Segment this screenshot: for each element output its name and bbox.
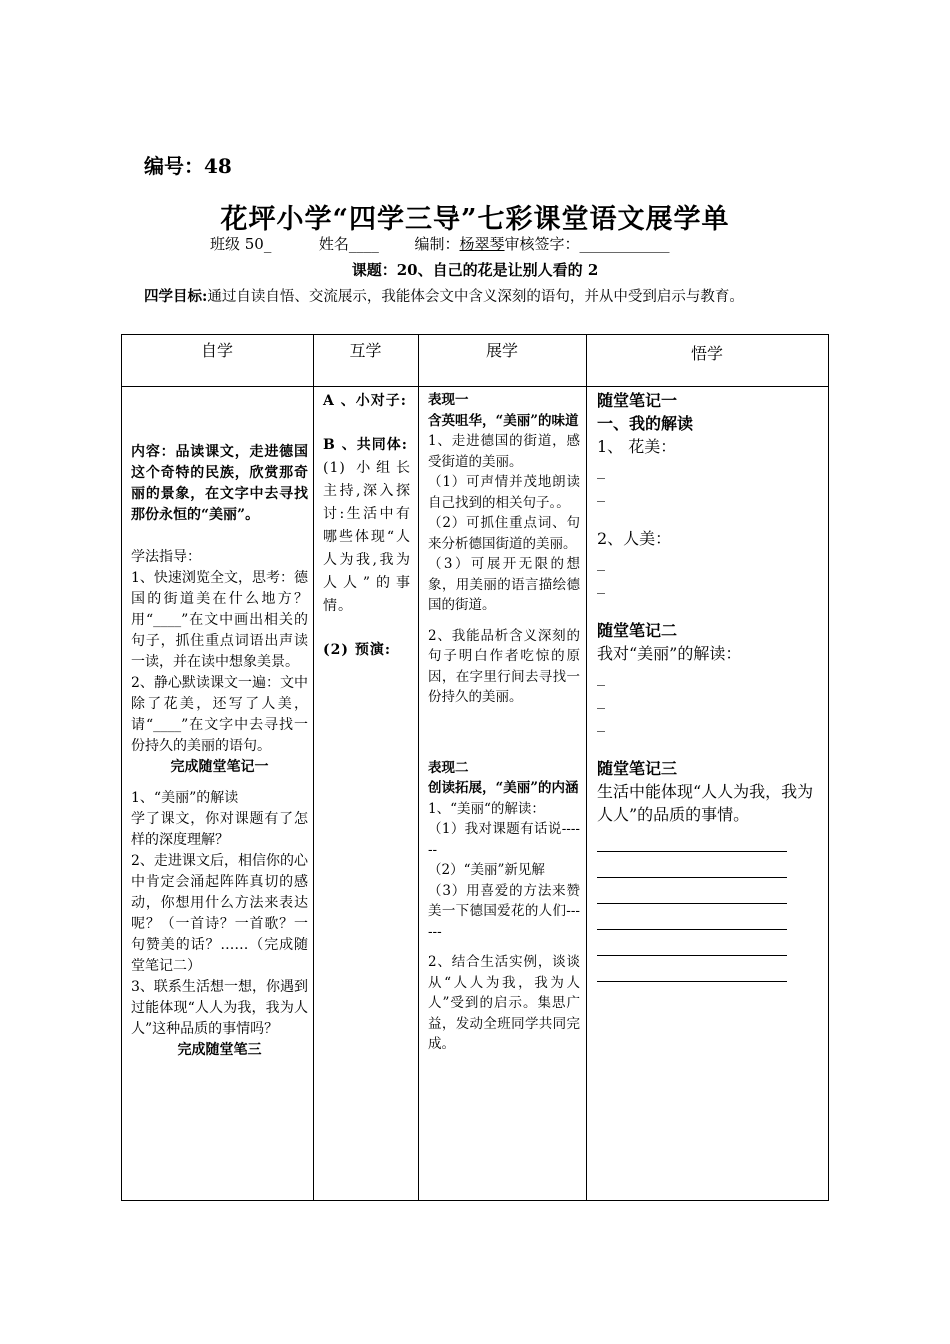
part-1-subtitle: 含英咀华，“美丽”的味道	[428, 412, 579, 429]
review-field: 审核签字：____________	[504, 235, 670, 253]
info-line	[210, 233, 670, 254]
class-field: 班级 50_	[210, 235, 272, 253]
mutual-study-column	[323, 390, 411, 662]
part-1-item-1c: （3）可展开无限的想象，用美丽的语言描绘德国的街道。	[428, 556, 580, 613]
page-title: 花坪小学“四学三导”七彩课堂语文展学单	[220, 204, 730, 235]
show-study-column	[428, 390, 580, 1055]
note-1-title: 随堂笔记一	[597, 391, 678, 410]
name-field: 姓名____	[318, 235, 379, 253]
reflect-study-column	[597, 389, 822, 982]
document-number: 编号：48	[144, 154, 232, 178]
group-discussion: (1) 小组长主持,深入探讨:生活中有哪些体现“人人为我,我为人人”的事情。	[323, 460, 411, 614]
rehearsal-label: (2) 预演:	[323, 642, 392, 658]
header-reflect-study: 悟学	[690, 344, 723, 363]
question-2: 2、走进课文后，相信你的心中肯定会涌起阵阵真切的感动，你想用什么方法来表达呢？（一首诗？一首歌？一句赞美的话？……（完成随堂笔记二）	[131, 853, 308, 974]
part-1-item-1b: （2）可抓住重点词、句来分析德国街道的美丽。	[428, 515, 580, 552]
note-3-title: 随堂笔记三	[597, 759, 678, 778]
part-2-item-1a: （1）我对课题有话说------	[428, 821, 580, 858]
header-mutual-study: 互学	[349, 341, 382, 360]
method-title: 学法指导：	[131, 549, 201, 565]
step-1: 1、快速浏览全文，思考：德国的街道美在什么地方？用“____”在文中画出相关的句子，抓住重点词语出声读一读，并在读中想象美景。	[131, 570, 308, 670]
answer-line[interactable]	[597, 930, 787, 956]
answer-blank[interactable]: _	[597, 460, 605, 479]
lesson-title: 课题：20、自己的花是让别人看的 2	[351, 261, 599, 279]
note-1-people: 2、人美：	[597, 529, 672, 548]
question-1-text: 学了课文，你对课题有了怎样的深度理解？	[131, 811, 308, 848]
complete-note-1: 完成随堂笔记一	[170, 759, 269, 775]
answer-blank[interactable]: _	[597, 552, 605, 571]
answer-blank[interactable]: _	[597, 575, 605, 594]
self-study-column	[131, 442, 308, 1061]
part-1-item-1a: （1）可声情并茂地朗读自己找到的相关句子。。	[428, 474, 580, 511]
part-2-item-1c: （3）用喜爱的方法来赞美一下德国爱花的人们------	[428, 882, 580, 940]
part-2-item-1b: （2）“美丽”新见解	[428, 862, 545, 878]
part-1-item-2: 2、我能品析含义深刻的句子明白作者吃惊的原因，在字里行间去寻找一份持久的美丽。	[428, 627, 580, 705]
note-2-title: 随堂笔记二	[597, 621, 678, 640]
answer-blank[interactable]: _	[597, 483, 605, 502]
note-3-text: 生活中能体现“人人为我，我为人人”的品质的事情。	[597, 782, 814, 824]
answer-blank[interactable]: _	[597, 667, 605, 686]
note-1-flower: 1、 花美：	[597, 437, 677, 456]
complete-note-3: 完成随堂笔三	[177, 1042, 262, 1058]
answer-line[interactable]	[597, 878, 787, 904]
note-2-text: 我对“美丽”的解读：	[597, 644, 742, 663]
pair-label: A 、小对子:	[323, 393, 407, 409]
learning-goals	[144, 285, 824, 309]
answer-line[interactable]	[597, 826, 787, 852]
goals-text: 通过自读自悟、交流展示，我能体会文中含义深刻的语句，并从中受到启示与教育。	[207, 289, 744, 305]
question-3: 3、联系生活想一想，你遇到过能体现“人人为我，我为人人”这种品质的事情吗？	[131, 979, 308, 1037]
answer-line[interactable]	[597, 956, 787, 982]
part-2-subtitle: 创读拓展，“美丽”的内涵	[428, 780, 579, 796]
step-2: 2、静心默读课文一遍：文中除了花美，还写了人美，请“____”在文字中去寻找一份持久的美丽的语句。	[131, 675, 308, 754]
content-text: 内容：品读课文，走进德国这个奇特的民族，欣赏那奇丽的景象，在文字中去寻找那份永恒的“美丽”。	[131, 444, 308, 523]
header-show-study: 展学	[485, 341, 518, 360]
question-1: 1、“美丽”的解读	[131, 790, 239, 806]
goals-label: 四学目标:	[144, 288, 208, 305]
group-label: B 、共同体:	[323, 437, 408, 453]
part-1-item-1: 1、走进德国的街道，感受街道的美丽。	[428, 433, 580, 470]
header-self-study: 自学	[200, 341, 233, 360]
answer-line[interactable]	[597, 852, 787, 878]
note-1-subtitle: 一、我的解读	[597, 414, 694, 433]
part-2-item-1: 1、“美丽“的解读：	[428, 800, 545, 817]
part-1-title: 表现一	[428, 392, 469, 408]
answer-line[interactable]	[597, 904, 787, 930]
editor-name: 杨翠琴	[459, 235, 505, 253]
answer-blank[interactable]: _	[597, 690, 605, 709]
part-2-title: 表现二	[428, 759, 469, 776]
part-2-item-2: 2、结合生活实例，谈谈从“人人为我，我为人人”受到的启示。集思广益，发动全班同学共同完成。	[428, 954, 580, 1052]
editor-label: 编制：	[414, 235, 460, 253]
answer-blank[interactable]: _	[597, 713, 605, 732]
